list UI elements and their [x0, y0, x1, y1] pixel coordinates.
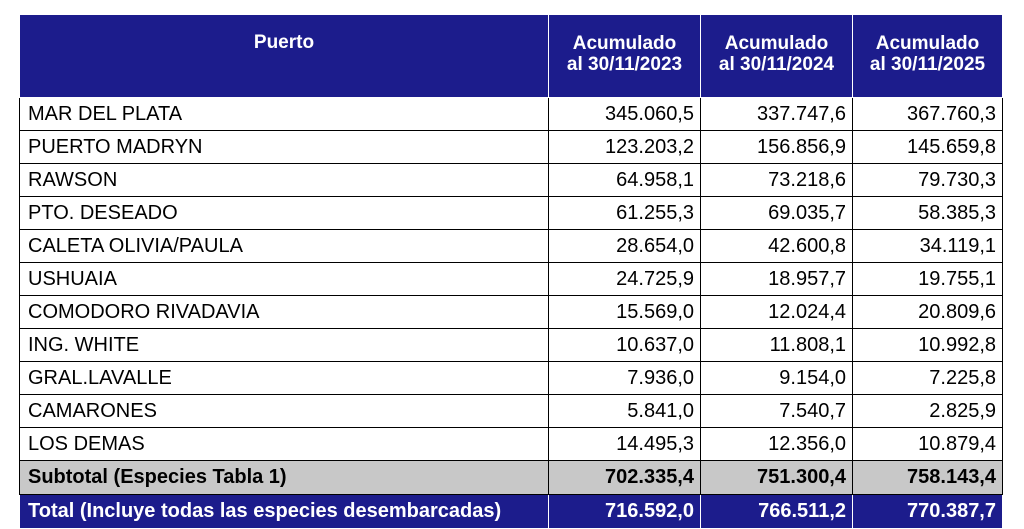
value-cell-2023: 24.725,9 — [549, 263, 701, 296]
table-row — [20, 164, 1003, 197]
value-cell-2023: 7.936,0 — [549, 362, 701, 395]
table-row — [20, 362, 1003, 395]
value-cell-2024: 12.356,0 — [701, 428, 853, 461]
total-value-2023: 716.592,0 — [549, 495, 701, 529]
value-cell-2024: 73.218,6 — [701, 164, 853, 197]
value-cell-2023: 28.654,0 — [549, 230, 701, 263]
port-name-cell: PUERTO MADRYN — [20, 131, 549, 164]
table-header — [20, 15, 1003, 98]
subtotal-value-2023: 702.335,4 — [549, 461, 701, 495]
total-row — [20, 495, 1003, 529]
landings-by-port-table — [19, 14, 1003, 529]
column-header-2025 — [853, 15, 1003, 98]
value-cell-2023: 61.255,3 — [549, 197, 701, 230]
table-row — [20, 98, 1003, 131]
table-row — [20, 263, 1003, 296]
value-cell-2025: 2.825,9 — [853, 395, 1003, 428]
value-cell-2025: 10.992,8 — [853, 329, 1003, 362]
port-name-cell: USHUAIA — [20, 263, 549, 296]
port-name-cell: ING. WHITE — [20, 329, 549, 362]
value-cell-2023: 345.060,5 — [549, 98, 701, 131]
table-row — [20, 428, 1003, 461]
table-body — [20, 98, 1003, 529]
subtotal-value-2024: 751.300,4 — [701, 461, 853, 495]
column-header-port: Puerto — [20, 15, 549, 98]
value-cell-2024: 69.035,7 — [701, 197, 853, 230]
column-header-line2: al 30/11/2023 — [566, 54, 683, 75]
subtotal-value-2025: 758.143,4 — [853, 461, 1003, 495]
total-value-2025: 770.387,7 — [853, 495, 1003, 529]
table-row — [20, 395, 1003, 428]
table-row — [20, 197, 1003, 230]
column-header-line2: al 30/11/2024 — [718, 54, 835, 75]
port-name-cell: RAWSON — [20, 164, 549, 197]
column-header-line1: Acumulado — [572, 33, 677, 54]
table-row — [20, 329, 1003, 362]
value-cell-2023: 5.841,0 — [549, 395, 701, 428]
column-header-2023 — [549, 15, 701, 98]
value-cell-2025: 145.659,8 — [853, 131, 1003, 164]
value-cell-2023: 64.958,1 — [549, 164, 701, 197]
value-cell-2025: 79.730,3 — [853, 164, 1003, 197]
value-cell-2023: 123.203,2 — [549, 131, 701, 164]
value-cell-2024: 11.808,1 — [701, 329, 853, 362]
column-header-line1: Acumulado — [875, 33, 980, 54]
value-cell-2024: 7.540,7 — [701, 395, 853, 428]
value-cell-2025: 34.119,1 — [853, 230, 1003, 263]
value-cell-2023: 14.495,3 — [549, 428, 701, 461]
subtotal-row — [20, 461, 1003, 495]
column-header-line1: Acumulado — [724, 33, 829, 54]
value-cell-2023: 10.637,0 — [549, 329, 701, 362]
port-name-cell: GRAL.LAVALLE — [20, 362, 549, 395]
total-value-2024: 766.511,2 — [701, 495, 853, 529]
value-cell-2025: 10.879,4 — [853, 428, 1003, 461]
table-row — [20, 131, 1003, 164]
table-row — [20, 296, 1003, 329]
value-cell-2025: 58.385,3 — [853, 197, 1003, 230]
value-cell-2025: 367.760,3 — [853, 98, 1003, 131]
total-label: Total (Incluye todas las especies desembarcadas) — [20, 495, 549, 529]
value-cell-2025: 7.225,8 — [853, 362, 1003, 395]
table-row — [20, 230, 1003, 263]
value-cell-2024: 156.856,9 — [701, 131, 853, 164]
value-cell-2024: 337.747,6 — [701, 98, 853, 131]
column-header-line2: al 30/11/2025 — [869, 54, 986, 75]
port-name-cell: CALETA OLIVIA/PAULA — [20, 230, 549, 263]
value-cell-2024: 12.024,4 — [701, 296, 853, 329]
value-cell-2023: 15.569,0 — [549, 296, 701, 329]
header-row — [20, 15, 1003, 98]
port-name-cell: LOS DEMAS — [20, 428, 549, 461]
subtotal-label: Subtotal (Especies Tabla 1) — [20, 461, 549, 495]
value-cell-2025: 19.755,1 — [853, 263, 1003, 296]
port-name-cell: MAR DEL PLATA — [20, 98, 549, 131]
column-header-2024 — [701, 15, 853, 98]
value-cell-2025: 20.809,6 — [853, 296, 1003, 329]
value-cell-2024: 9.154,0 — [701, 362, 853, 395]
value-cell-2024: 18.957,7 — [701, 263, 853, 296]
port-name-cell: COMODORO RIVADAVIA — [20, 296, 549, 329]
port-name-cell: PTO. DESEADO — [20, 197, 549, 230]
value-cell-2024: 42.600,8 — [701, 230, 853, 263]
port-name-cell: CAMARONES — [20, 395, 549, 428]
